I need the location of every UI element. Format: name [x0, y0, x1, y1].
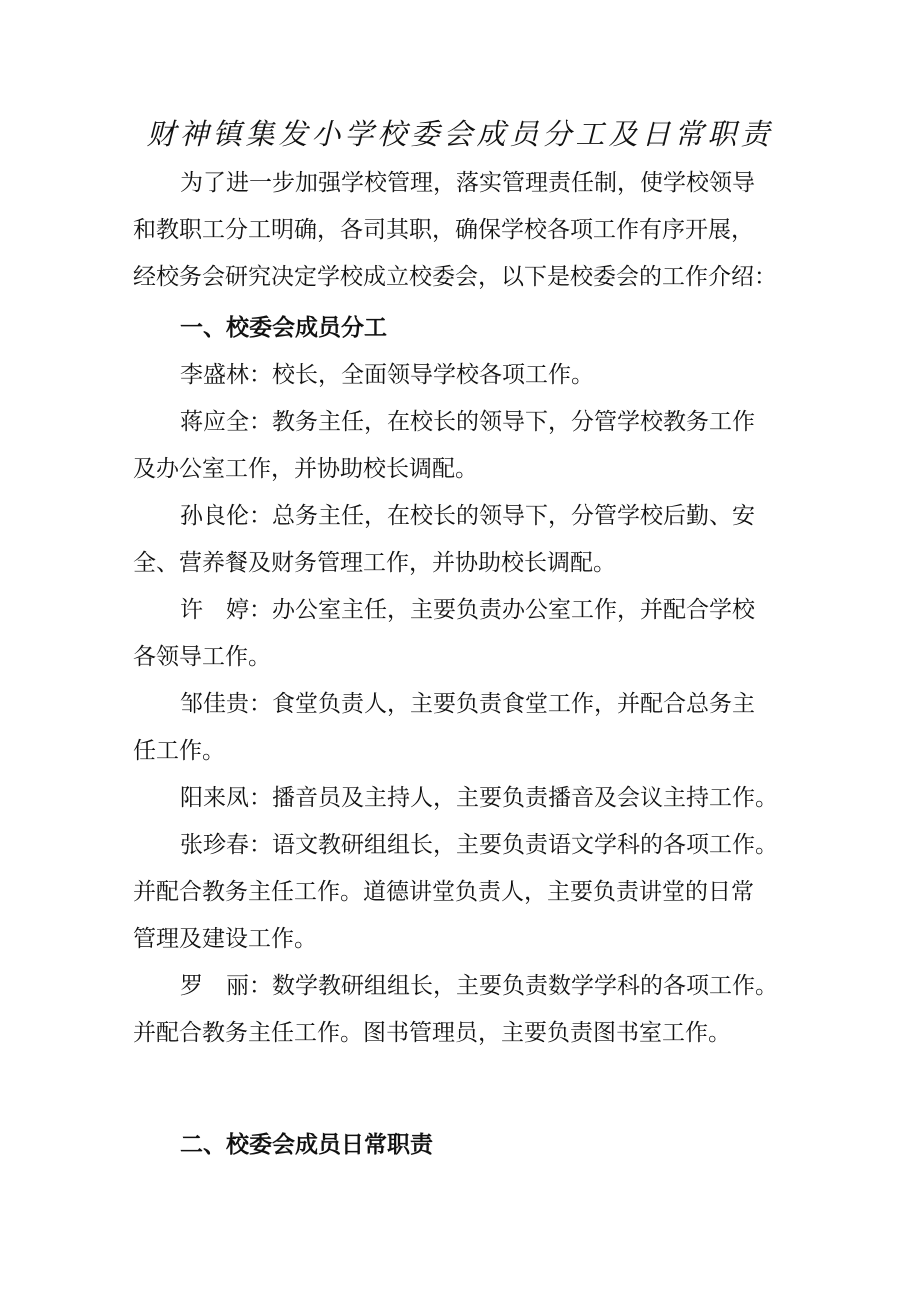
member-line: 各领导工作。	[133, 644, 271, 670]
member-line: 邹佳贵：食堂负责人，主要负责食堂工作，并配合总务主	[180, 691, 755, 717]
section-heading-division: 一、校委会成员分工	[180, 315, 387, 341]
member-line: 并配合教务主任工作。道德讲堂负责人，主要负责讲堂的日常	[133, 879, 754, 905]
member-line: 许 婷：办公室主任，主要负责办公室工作，并配合学校	[180, 597, 755, 623]
intro-paragraph	[133, 160, 803, 301]
intro-line: 为了进一步加强学校管理，落实管理责任制，使学校领导	[180, 170, 755, 196]
member-line: 罗 丽：数学教研组组长，主要负责数学学科的各项工作。	[180, 973, 778, 999]
intro-line: 和教职工分工明确，各司其职，确保学校各项工作有序开展，	[133, 217, 754, 243]
member-line: 管理及建设工作。	[133, 926, 317, 952]
member-line: 蒋应全：教务主任，在校长的领导下，分管学校教务工作	[180, 409, 755, 435]
member-line: 张珍春：语文教研组组长，主要负责语文学科的各项工作。	[180, 832, 778, 858]
member-line: 并配合教务主任工作。图书管理员，主要负责图书室工作。	[133, 1020, 731, 1046]
page-title: 财神镇集发小学校委会成员分工及日常职责	[146, 117, 774, 151]
member-line: 任工作。	[133, 738, 225, 764]
member-line: 孙良伦：总务主任，在校长的领导下，分管学校后勤、安	[180, 503, 755, 529]
intro-line: 经校务会研究决定学校成立校委会，以下是校委会的工作介绍：	[133, 264, 777, 290]
member-line: 李盛林：校长，全面领导学校各项工作。	[180, 362, 594, 388]
member-line: 全、营养餐及财务管理工作，并协助校长调配。	[133, 550, 616, 576]
member-line: 阳来凤：播音员及主持人，主要负责播音及会议主持工作。	[180, 785, 778, 811]
member-line: 及办公室工作，并协助校长调配。	[133, 456, 478, 482]
member-list	[133, 352, 803, 1057]
section-heading-duties: 二、校委会成员日常职责	[180, 1132, 433, 1158]
